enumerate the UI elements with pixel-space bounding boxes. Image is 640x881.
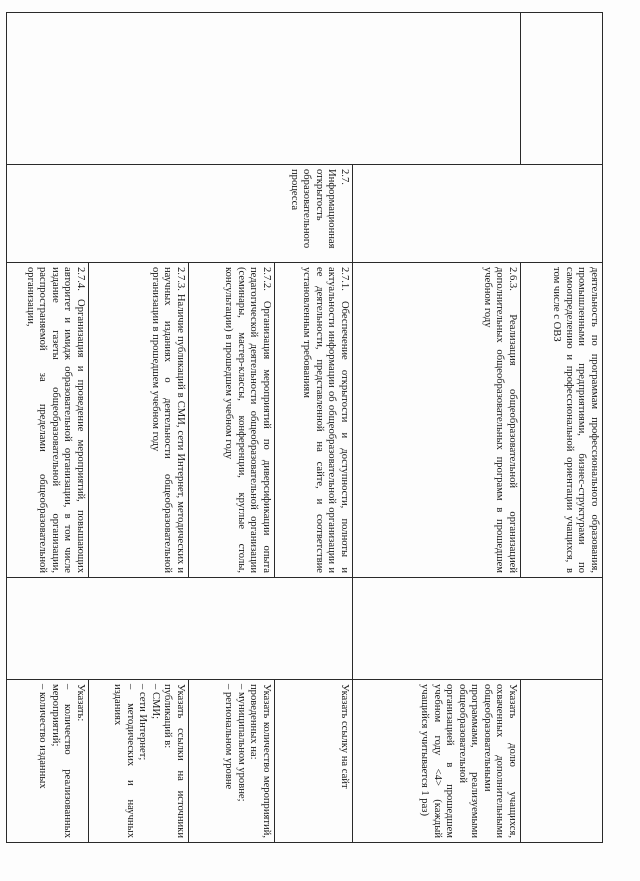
criteria-table [6,12,603,843]
measure-item: – сети Интернет; [137,684,149,761]
score-cell [7,578,353,680]
measure-cell [189,680,275,843]
section-cell [353,165,521,263]
indicator-cell: 2.6.3. Реализация общеобразовательной организацией дополнительных общеобразовательных программ в прошедшем учебном году [353,263,521,578]
blank-cell [521,13,603,165]
section-cell [521,165,603,263]
measure-intro: Указать количество мероприятий, проведенных на: [248,684,272,838]
indicator-cell: 2.7.4. Организация и проведение мероприятий, повышающих авторитет и имидж образовательной организации, в том числе издание газеты общеобразовательной организации, распространяемой за пределами общеобразовательной организации, [7,263,89,578]
measure-cell: Указать долю учащихся, охваченных дополнительными общеобразовательными программами, реализуемыми общеобразовательной организацией в прошедшем учебном году <4> (каждый учащийся учитывается 1 раз) [353,680,521,843]
table-row [353,13,521,843]
rotated-table-container [7,12,603,842]
measure-item: – количество изданных [37,684,49,789]
indicator-cell: 2.7.1. Обеспечение открытости и доступности, полноты и актуальности информации об общеобразовательной организации и ее деятельности, представленной на сайте, и соответствие установленным требованиям [275,263,353,578]
measure-item: – методических и научных изданиях [112,684,136,838]
measure-intro: Указать: [75,684,86,722]
measure-cell [521,680,603,843]
measure-item: – региональном уровне [223,684,235,790]
measure-item: – количество реализованных мероприятий; [50,684,74,838]
blank-cell [7,13,521,165]
indicator-cell: деятельность по программам профессионального образования, промышленными предприятиями, бизнес-структурами по самоопределению и профессиональной ориентации учащихся, в том числе с ОВЗ [521,263,603,578]
section-cell: 2.7. Информационная открытость образовательного процесса [7,165,353,263]
measure-item: – муниципальном уровне; [236,684,247,802]
score-cell [353,578,603,680]
measure-item: – СМИ; [150,684,161,720]
measure-cell [89,680,189,843]
measure-intro: Указать ссылки на источники публикаций в: [162,684,186,838]
measure-cell: Указать ссылку на сайт [275,680,353,843]
indicator-cell: 2.7.2. Организация мероприятий по диверсификации опыта педагогической деятельности общеобразовательной организации (семинары, мастер-классы, конференции, круглые столы, консультации) в прошедшем учебном году [189,263,275,578]
indicator-cell: 2.7.3. Наличие публикаций в СМИ, сети Интернет, методических и научных изданиях о деятельности общеобразовательной организации в прошедшем учебном году [89,263,189,578]
table-row [521,13,603,843]
measure-cell [7,680,89,843]
